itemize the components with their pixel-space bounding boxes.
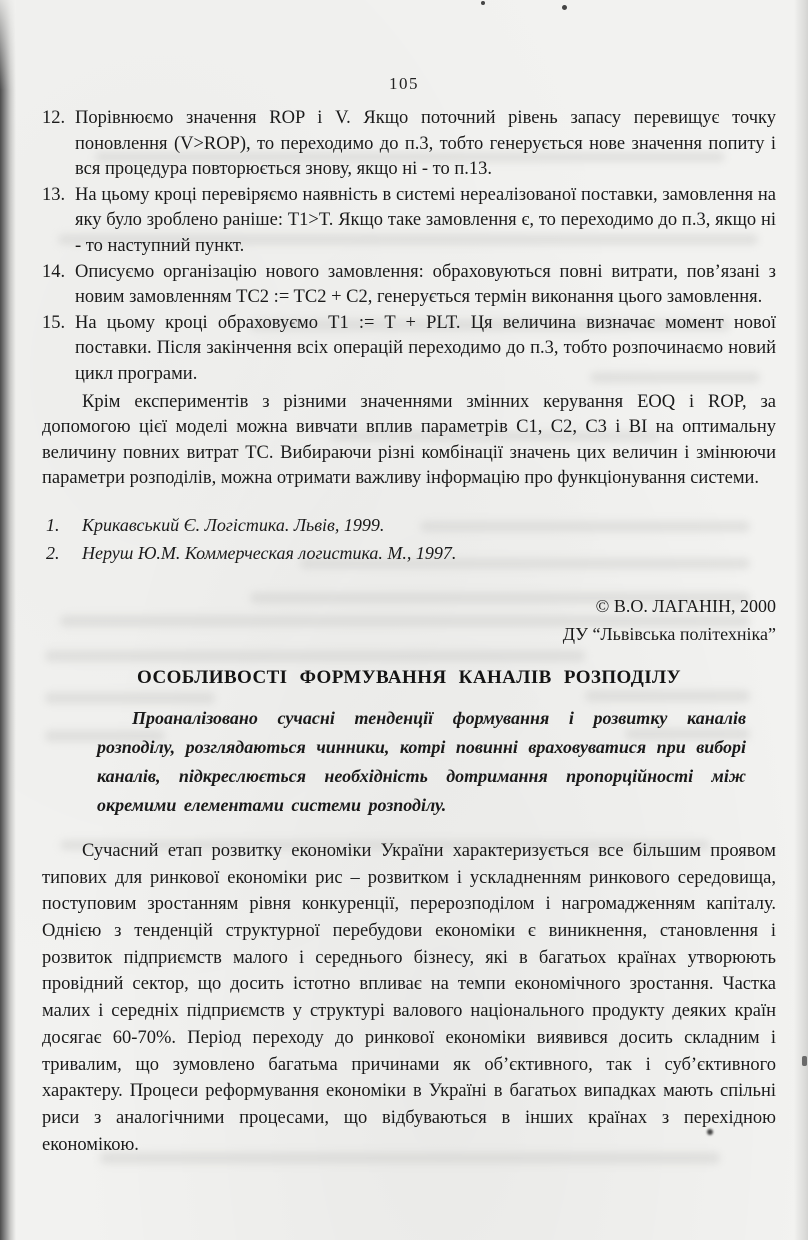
list-item-number: 15. bbox=[42, 312, 66, 333]
reference-item bbox=[42, 539, 776, 568]
list-item bbox=[42, 260, 776, 311]
numbered-algorithm-list bbox=[42, 106, 776, 388]
list-item bbox=[42, 106, 776, 183]
list-item-number: 14. bbox=[42, 261, 66, 282]
reference-text: Крикавський Є. Логістика. Львів, 1999. bbox=[82, 514, 385, 535]
scan-speck bbox=[802, 1056, 807, 1066]
scan-edge-shadow-left bbox=[0, 0, 16, 1240]
references-list bbox=[42, 511, 776, 568]
article-title: ОСОБЛИВОСТІ ФОРМУВАННЯ КАНАЛІВ РОЗПОДІЛУ bbox=[137, 666, 681, 688]
list-item bbox=[42, 183, 776, 260]
list-item-number: 12. bbox=[42, 108, 66, 128]
scan-speck bbox=[562, 5, 567, 10]
affiliation-line: ДУ “Львівська політехніка” bbox=[562, 623, 776, 644]
article-body-paragraph: Сучасний етап розвитку економіки України характеризується все більшим проявом типових для ринкової економіки рис – розвитком і ускладненням ринкового середовища, поступовим зростанням рівня конкуренції, перерозподілом і нагромадженням капіталу. Однією з тенденцій структурної перебудови економіки є виникнення, становлення і розвиток підприємств малого і середнього бізнесу, які в багатьох країнах утворюють провідний сектор, що досить істотно впливає на темпи економічного зростання. Частка малих і середніх підприємств у структурі валового національного продукту деяких країн досягає 60-70%. Період переходу до ринкової економіки виявився досить складним і тривалим, що зумовлено багатьма причинами як об’єктивного, так і суб’єктивного характеру. Процеси реформування економіки в Україні в багатьох випадках мають спільні риси з аналогічними процесами, що відбуваються в інших країнах з перехідною економікою. bbox=[42, 840, 776, 1155]
copyright-block bbox=[42, 592, 776, 648]
list-item bbox=[42, 311, 776, 388]
list-item-number: 13. bbox=[42, 184, 66, 205]
list-item-text: На цьому кроці обраховуємо T1 := T + PLT. Ця величина визначає момент нової поставки. Після закінчення всіх операцій переходимо до п.3, тобто розпочинаємо новий цикл програми. bbox=[75, 312, 776, 384]
scan-edge-shadow-right bbox=[794, 0, 808, 1240]
reference-text: Неруш Ю.М. Коммерческая логистика. М., 1997. bbox=[82, 543, 457, 564]
page-number: 105 bbox=[389, 74, 419, 93]
scan-speck bbox=[481, 1, 485, 5]
closing-paragraph: Крім експериментів з різними значеннями змінних керування EOQ і ROP, за допомогою цієї моделі можна вивчати вплив параметрів C1, C2, C3 і BI на оптимальну величину повних витрат TC. Вибираючи різні комбінації значень цих величин і змінюючи параметри розподілів, можна отримати важливу інформацію про функціонування системи. bbox=[42, 391, 776, 489]
copyright-line: © В.О. ЛАГАНІН, 2000 bbox=[595, 595, 776, 616]
reference-number: 1. bbox=[46, 514, 60, 535]
article-abstract: Проаналізовано сучасні тенденції формування і розвитку каналів розподілу, розглядаються чинники, котрі повинні враховуватися при виборі каналів, підкреслюється необхідність дотримання пропорційності між окремими елементами системи розподілу. bbox=[97, 707, 746, 815]
reference-number: 2. bbox=[46, 543, 60, 564]
list-item-text: На цьому кроці перевіряємо наявність в системі нереалізованої поставки, замовлення на яку було зроблено раніше: T1>T. Якщо таке замовлення є, то переходимо до п.3, якщо ні - то наступний пункт. bbox=[75, 184, 776, 256]
reference-item bbox=[42, 511, 776, 540]
page-content bbox=[42, 106, 776, 1158]
list-item-text: Порівнюємо значення ROP і V. Якщо поточний рівень запасу перевищує точку поновлення (V>ROP), то переходимо до п.3, тобто генерується нове значення попиту і вся процедура повторюється знову, якщо ні - то п.13. bbox=[75, 108, 776, 180]
list-item-text: Описуємо організацію нового замовлення: обраховуються повні витрати, пов’язані з новим замовленням TC2 := TC2 + C2, генерується термін виконання цього замовлення. bbox=[75, 261, 776, 308]
